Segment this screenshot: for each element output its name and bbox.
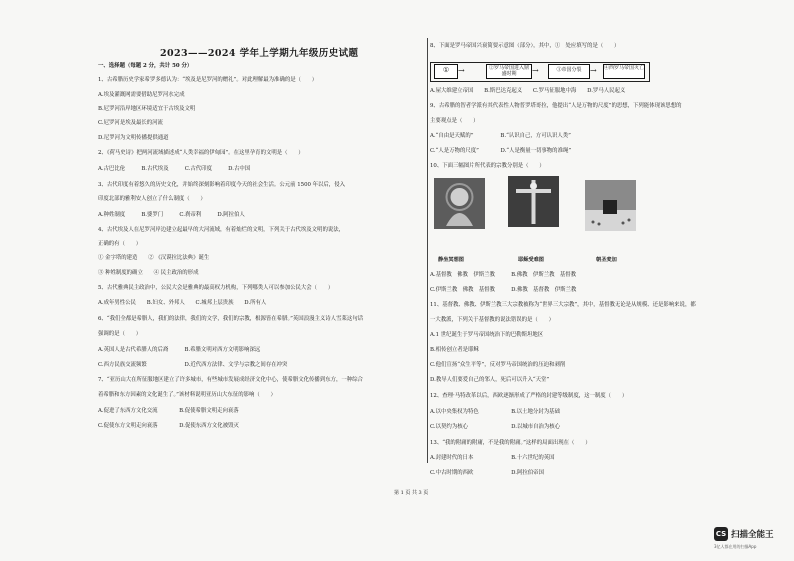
option-line: D.教导人们要爱自己的邻人，死后可以升入“天堂” — [430, 377, 550, 383]
option-line: A.屋大维建立帝国 B.斯巴达克起义 C.罗马征服地中海 D.罗马人民起义 — [430, 88, 626, 94]
question-6: 6、“我们全都是希腊人，我们的法律，我们的文学，我们的宗教，根源皆在希腊。”英国浪漫主义诗人雪莱这句话 — [98, 316, 363, 322]
option-line: A.埃及灌溉网需要借助尼罗河水完成 — [98, 92, 185, 98]
question-1: 1、古希腊历史学家希罗多德认为：“埃及是尼罗河的赠礼”。对此理解最为准确的是（ ） — [98, 77, 318, 83]
question-text: 着希腊和东方因素的文化诞生了。”该材料说明亚历山大东征的影响（ ） — [98, 392, 276, 398]
question-3: 3、古代印度有着悠久的历史文化，并始终深刻影响着印度今天的社会生活。公元前 1500 年以后，侵入 — [98, 182, 345, 188]
option-line: A.基督教 佛教 伊斯兰教 B.佛教 伊斯兰教 基督教 — [430, 272, 577, 278]
question-7: 7、“亚历山大在所征服地区建立了许多城市，有些城市发展成经济文化中心，使希腊文化传播到东方，一种综合 — [98, 377, 363, 383]
question-13: 13、“我的附庸的附庸，不是我的附庸。”这样的局面出现在（ ） — [430, 440, 591, 446]
option-line: C.尼罗河是埃及最长的河流 — [98, 120, 163, 126]
option-line: A.封建时代的日本 B.十六世纪的英国 — [430, 455, 555, 461]
option-line: B.尼罗河沿岸地区环境适宜于古埃及文明 — [98, 106, 196, 112]
option-line: C.“人是万物的尺度” D.“人是衡量一切事物的准绳” — [430, 148, 572, 154]
question-2: 2、《荷马史诗》把两河流域描述成“人类幸福的伊甸园”。在这里孕育的文明是（ ） — [98, 150, 304, 156]
flow-arrow: → — [532, 66, 539, 75]
picture-caption: 静坐冥想图 — [438, 257, 464, 263]
column-divider — [427, 38, 428, 463]
question-text: 正确的有（ ） — [98, 241, 142, 247]
question-12: 12、查理·马特改革以后，西欧逐渐形成了严格的封建等级制度，这一制度（ ） — [430, 393, 628, 399]
flow-arrow: → — [590, 66, 597, 75]
option-line: C.中古时期的西欧 D.阿拉伯帝国 — [430, 470, 544, 476]
question-8: 8、下面是罗马帝国兴衰简要示意图（部分），其中，① 处应填写的是（ ） — [430, 43, 620, 49]
flow-box-1: ① — [434, 64, 458, 79]
mecca-pilgrimage-image — [585, 180, 636, 231]
option-line: ③ 种姓制度的确立 ④ 民主政治的形成 — [98, 270, 199, 276]
option-line: A.英国人是古代希腊人的后裔 B.希腊文明对西方文明影响深远 — [98, 347, 261, 353]
option-line: ① 金字塔的建造 ② 《汉谟拉比法典》诞生 — [98, 255, 210, 261]
flow-box-3: ③帝国分裂 — [548, 64, 590, 79]
flow-box-2: ②罗马帝国进入鼎盛时期 — [486, 64, 532, 79]
option-line: A.“自由是天赋的” B.“认识自己，方可认识人类” — [430, 133, 571, 139]
option-line: A.古巴比伦 B.古代埃及 C.古代印度 D.古中国 — [98, 166, 251, 172]
picture-caption: 朝圣麦加 — [596, 257, 617, 263]
picture-caption: 耶稣受难图 — [518, 257, 544, 263]
option-line: A.种姓制度 B.婆罗门 C.刹帝利 D.阿拉伯人 — [98, 212, 245, 218]
scanner-watermark — [714, 527, 794, 557]
question-5: 5、古代雅典民主政治中，公民大会是雅典的最高权力机构，下列哪类人可以参加公民大会（ ） — [98, 285, 334, 291]
option-line: C.他们宣扬“众生平等”，反对罗马帝国统治的压迫和剥削 — [430, 362, 566, 368]
option-line: A.促进了东西方文化交流 B.促使希腊文明走向衰落 — [98, 408, 239, 414]
question-text: 主要观点是（ ） — [430, 118, 479, 124]
page-number: 第 1 页 共 3 页 — [394, 490, 429, 496]
exam-title: 2023——2024 学年上学期九年级历史试题 — [160, 48, 359, 59]
option-line: D.尼罗河为文明传播提供通道 — [98, 135, 169, 141]
option-line: A.成年男性公民 B.妇女、外邦人 C.城邦上层贵族 D.所有人 — [98, 300, 267, 306]
question-4: 4、古代埃及人在尼罗河岸边建立起最早的大河流域，有着灿烂的文明，下列关于古代埃及文明的说法， — [98, 227, 345, 233]
question-text: 一大教派，下列关于基督教的说法错误的是（ ） — [430, 317, 554, 323]
section-heading: 一、选择题（每题 2 分，共计 50 分） — [98, 63, 193, 69]
question-text: 印度北部的雅利安人创立了什么制度（ ） — [98, 196, 206, 202]
flow-arrow: → — [458, 66, 465, 75]
option-line: C.西方民族交流频繁 D.近代西方法律、文学与宗教之间存在冲突 — [98, 362, 288, 368]
question-text: 强调的是（ ） — [98, 331, 142, 337]
crucifixion-image — [508, 176, 559, 227]
option-line: C.伊斯兰教 佛教 基督教 D.佛教 基督教 伊斯兰教 — [430, 287, 577, 293]
option-line: B.相传创立者是耶稣 — [430, 347, 479, 353]
question-9: 9、古希腊的智者学派有其代表性人物普罗塔哥拉，他提出“人是万物的尺度”的思想，下列能体现该思想的 — [430, 103, 682, 109]
question-10: 10、下面三幅图片所代表的宗教分别是（ ） — [430, 163, 545, 169]
option-line: C.促使东方文明走向衰落 D.促使东西方文化被毁灭 — [98, 423, 239, 429]
buddha-meditation-image — [434, 178, 485, 229]
option-line: A.1 世纪诞生于罗马帝国统治下的巴勒斯坦地区 — [430, 332, 544, 338]
question-11: 11、基督教、佛教、伊斯兰教三大宗教被称为“世界三大宗教”，其中，基督教无论是从规模、还是影响来说，都 — [430, 302, 696, 308]
scanner-tagline: 3亿人都在用的扫描App — [714, 544, 757, 549]
camscanner-logo-icon: CS — [714, 527, 728, 541]
scanner-app-name: 扫描全能王 — [731, 530, 774, 540]
option-line: C.以契约为核心 D.以城市自治为核心 — [430, 424, 561, 430]
roman-empire-flowchart — [430, 62, 680, 81]
flow-box-4: ④西罗马帝国灭亡 — [603, 64, 645, 79]
option-line: A.以中央集权为特色 B.以土地分封为基础 — [430, 409, 560, 415]
